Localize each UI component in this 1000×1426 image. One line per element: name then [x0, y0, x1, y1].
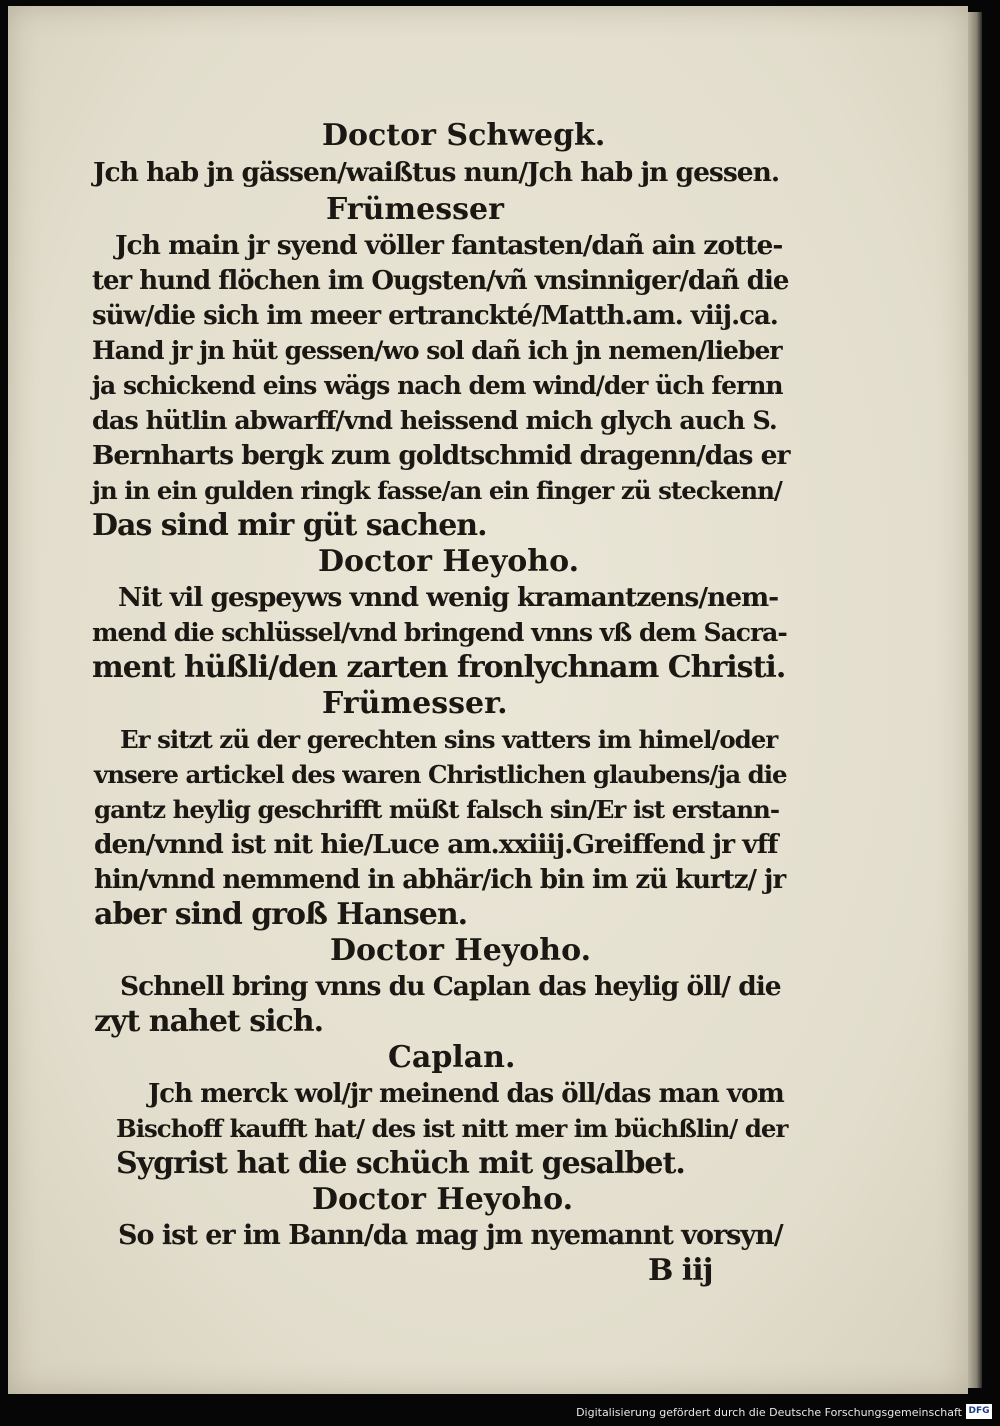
text-line: Er sitzt zü der gerechten sins vatters im himel/oder	[120, 725, 778, 754]
text-line: Das sind mir güt sachen.	[92, 508, 487, 543]
speaker-heading-doctor-heyoho: Doctor Heyoho.	[312, 1182, 574, 1217]
text-line: Schnell bring vnns du Caplan das heylig öll/ die	[120, 971, 781, 1002]
text-line: vnsere artickel des waren Christlichen glaubens/ja die	[94, 760, 787, 789]
text-line: ment hüßli/den zarten fronlychnam Christi.	[92, 650, 786, 685]
text-line: das hütlin abwarff/vnd heissend mich glych auch S.	[92, 406, 777, 436]
funding-credit: Digitalisierung gefördert durch die Deutsche Forschungsgemeinschaft	[576, 1406, 962, 1419]
signature-mark: B iij	[648, 1253, 713, 1288]
footer-bar	[0, 1400, 1000, 1426]
speaker-heading-doctor-heyoho: Doctor Heyoho.	[318, 544, 580, 579]
text-line: Jch merck wol/jr meinend das öll/das man vom	[148, 1079, 784, 1109]
text-line: zyt nahet sich.	[94, 1004, 324, 1039]
text-line: Jch main jr syend völler fantasten/dañ ain zotte-	[115, 230, 783, 261]
text-line: Nit vil gespeyws vnnd wenig kramantzens/nem-	[118, 582, 779, 613]
text-line: den/vnnd ist nit hie/Luce am.xxiiij.Greiffend jr vff	[94, 829, 778, 860]
text-line: jn in ein gulden ringk fasse/an ein finger zü steckenn/	[92, 476, 782, 505]
speaker-heading-doctor-heyoho: Doctor Heyoho.	[330, 933, 592, 968]
text-line: Bischoff kaufft hat/ des ist nitt mer im büchßlin/ der	[116, 1114, 788, 1143]
text-line: ja schickend eins wägs nach dem wind/der üch fernn	[92, 371, 783, 400]
text-line: mend die schlüssel/vnd bringend vnns vß dem Sacra-	[92, 618, 787, 647]
text-line: süw/die sich im meer ertranckté/Matth.am. viij.ca.	[92, 301, 778, 331]
text-line: aber sind groß Hansen.	[94, 897, 468, 932]
text-line: Jch hab jn gässen/waißtus nun/Jch hab jn gessen.	[93, 157, 780, 188]
dfg-logo: DFG	[966, 1404, 992, 1419]
text-line: Bernharts bergk zum goldtschmid dragenn/das er	[92, 440, 790, 471]
speaker-heading-doctor-schwegk: Doctor Schwegk.	[322, 118, 606, 153]
text-line: So ist er im Bann/da mag jm nyemannt vorsyn/	[118, 1220, 783, 1251]
speaker-heading-fruemesser: Frümesser.	[322, 686, 508, 721]
text-line: Hand jr jn hüt gessen/wo sol dañ ich jn nemen/lieber	[92, 336, 782, 365]
text-line: Sygrist hat die schüch mit gesalbet.	[116, 1146, 685, 1181]
speaker-heading-caplan: Caplan.	[388, 1040, 516, 1075]
text-line: hin/vnnd nemmend in abhär/ich bin im zü kurtz/ jr	[94, 865, 786, 895]
text-line: gantz heylig geschrifft müßt falsch sin/Er ist erstann-	[94, 795, 780, 824]
page-edge	[968, 12, 982, 1388]
text-line: ter hund flöchen im Ougsten/vñ vnsinniger/dañ die	[92, 266, 789, 296]
speaker-heading-fruemesser: Frümesser	[326, 192, 504, 227]
